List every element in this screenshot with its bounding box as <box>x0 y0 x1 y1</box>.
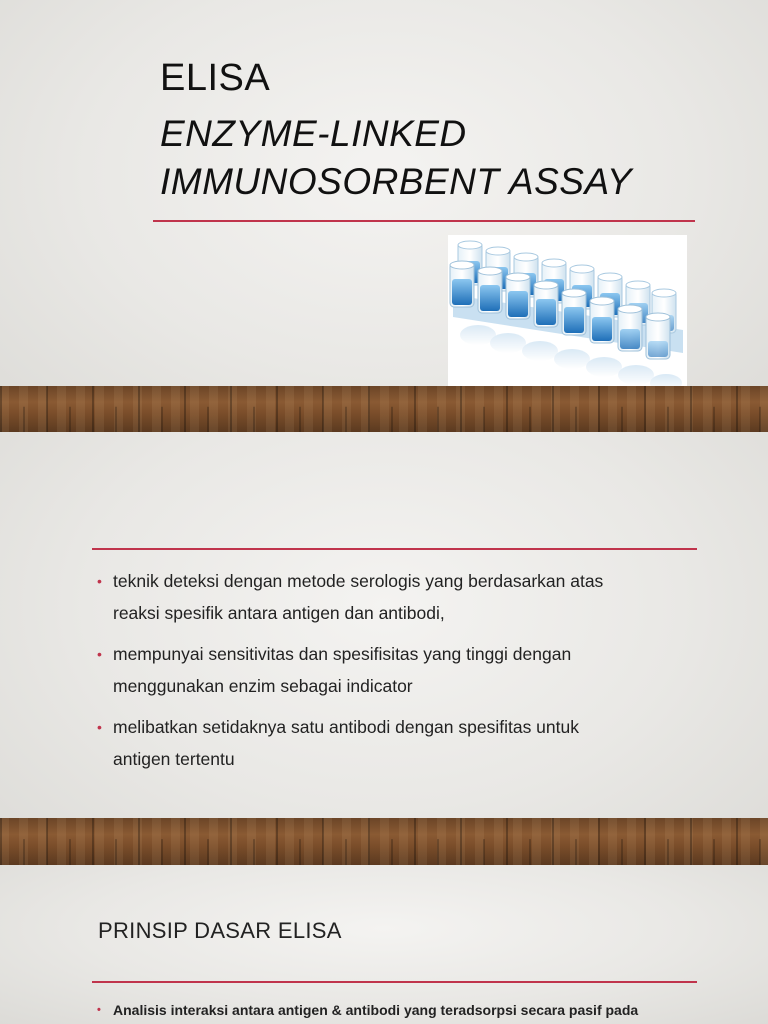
title-divider <box>153 220 695 222</box>
bullet-list <box>97 565 697 784</box>
content-divider <box>92 981 697 983</box>
bullet-text: antigen tertentu <box>113 749 235 769</box>
content-divider <box>92 548 697 550</box>
bullet-marker: • <box>97 573 102 589</box>
list-item <box>97 711 697 775</box>
microplate-strip-image <box>448 235 687 396</box>
slide-2 <box>0 432 768 865</box>
slide-subtitle <box>160 110 632 206</box>
bullet-marker: • <box>97 1004 101 1016</box>
bullet-text: teknik deteksi dengan metode serologis yang berdasarkan atas <box>113 571 604 591</box>
list-item <box>97 638 697 702</box>
slide-3 <box>0 865 768 1024</box>
slide-heading: PRINSIP DASAR ELISA <box>98 918 342 943</box>
list-item <box>97 565 697 629</box>
wood-floor <box>0 386 768 432</box>
bullet-text: Analisis interaksi antara antigen & antibodi yang teradsorpsi secara pasif pada <box>113 1002 639 1018</box>
slide-title: ELISA <box>160 57 271 99</box>
bullet-text: mempunyai sensitivitas dan spesifisitas yang tinggi dengan <box>113 644 572 664</box>
bullet-text: melibatkan setidaknya satu antibodi dengan spesifitas untuk <box>113 717 579 737</box>
bullet-text: reaksi spesifik antara antigen dan antibodi, <box>113 603 445 623</box>
bullet-marker: • <box>97 719 102 735</box>
subtitle-line-2: IMMUNOSORBENT ASSAY <box>160 161 633 202</box>
slide-1 <box>0 0 768 432</box>
subtitle-line-1: ENZYME-LINKED <box>160 113 467 154</box>
bullet-marker: • <box>97 646 102 662</box>
list-item <box>97 999 697 1021</box>
bullet-text: menggunakan enzim sebagai indicator <box>113 676 413 696</box>
elisa-plate-photo <box>448 235 687 396</box>
wood-floor <box>0 818 768 865</box>
bullet-list <box>97 999 697 1021</box>
